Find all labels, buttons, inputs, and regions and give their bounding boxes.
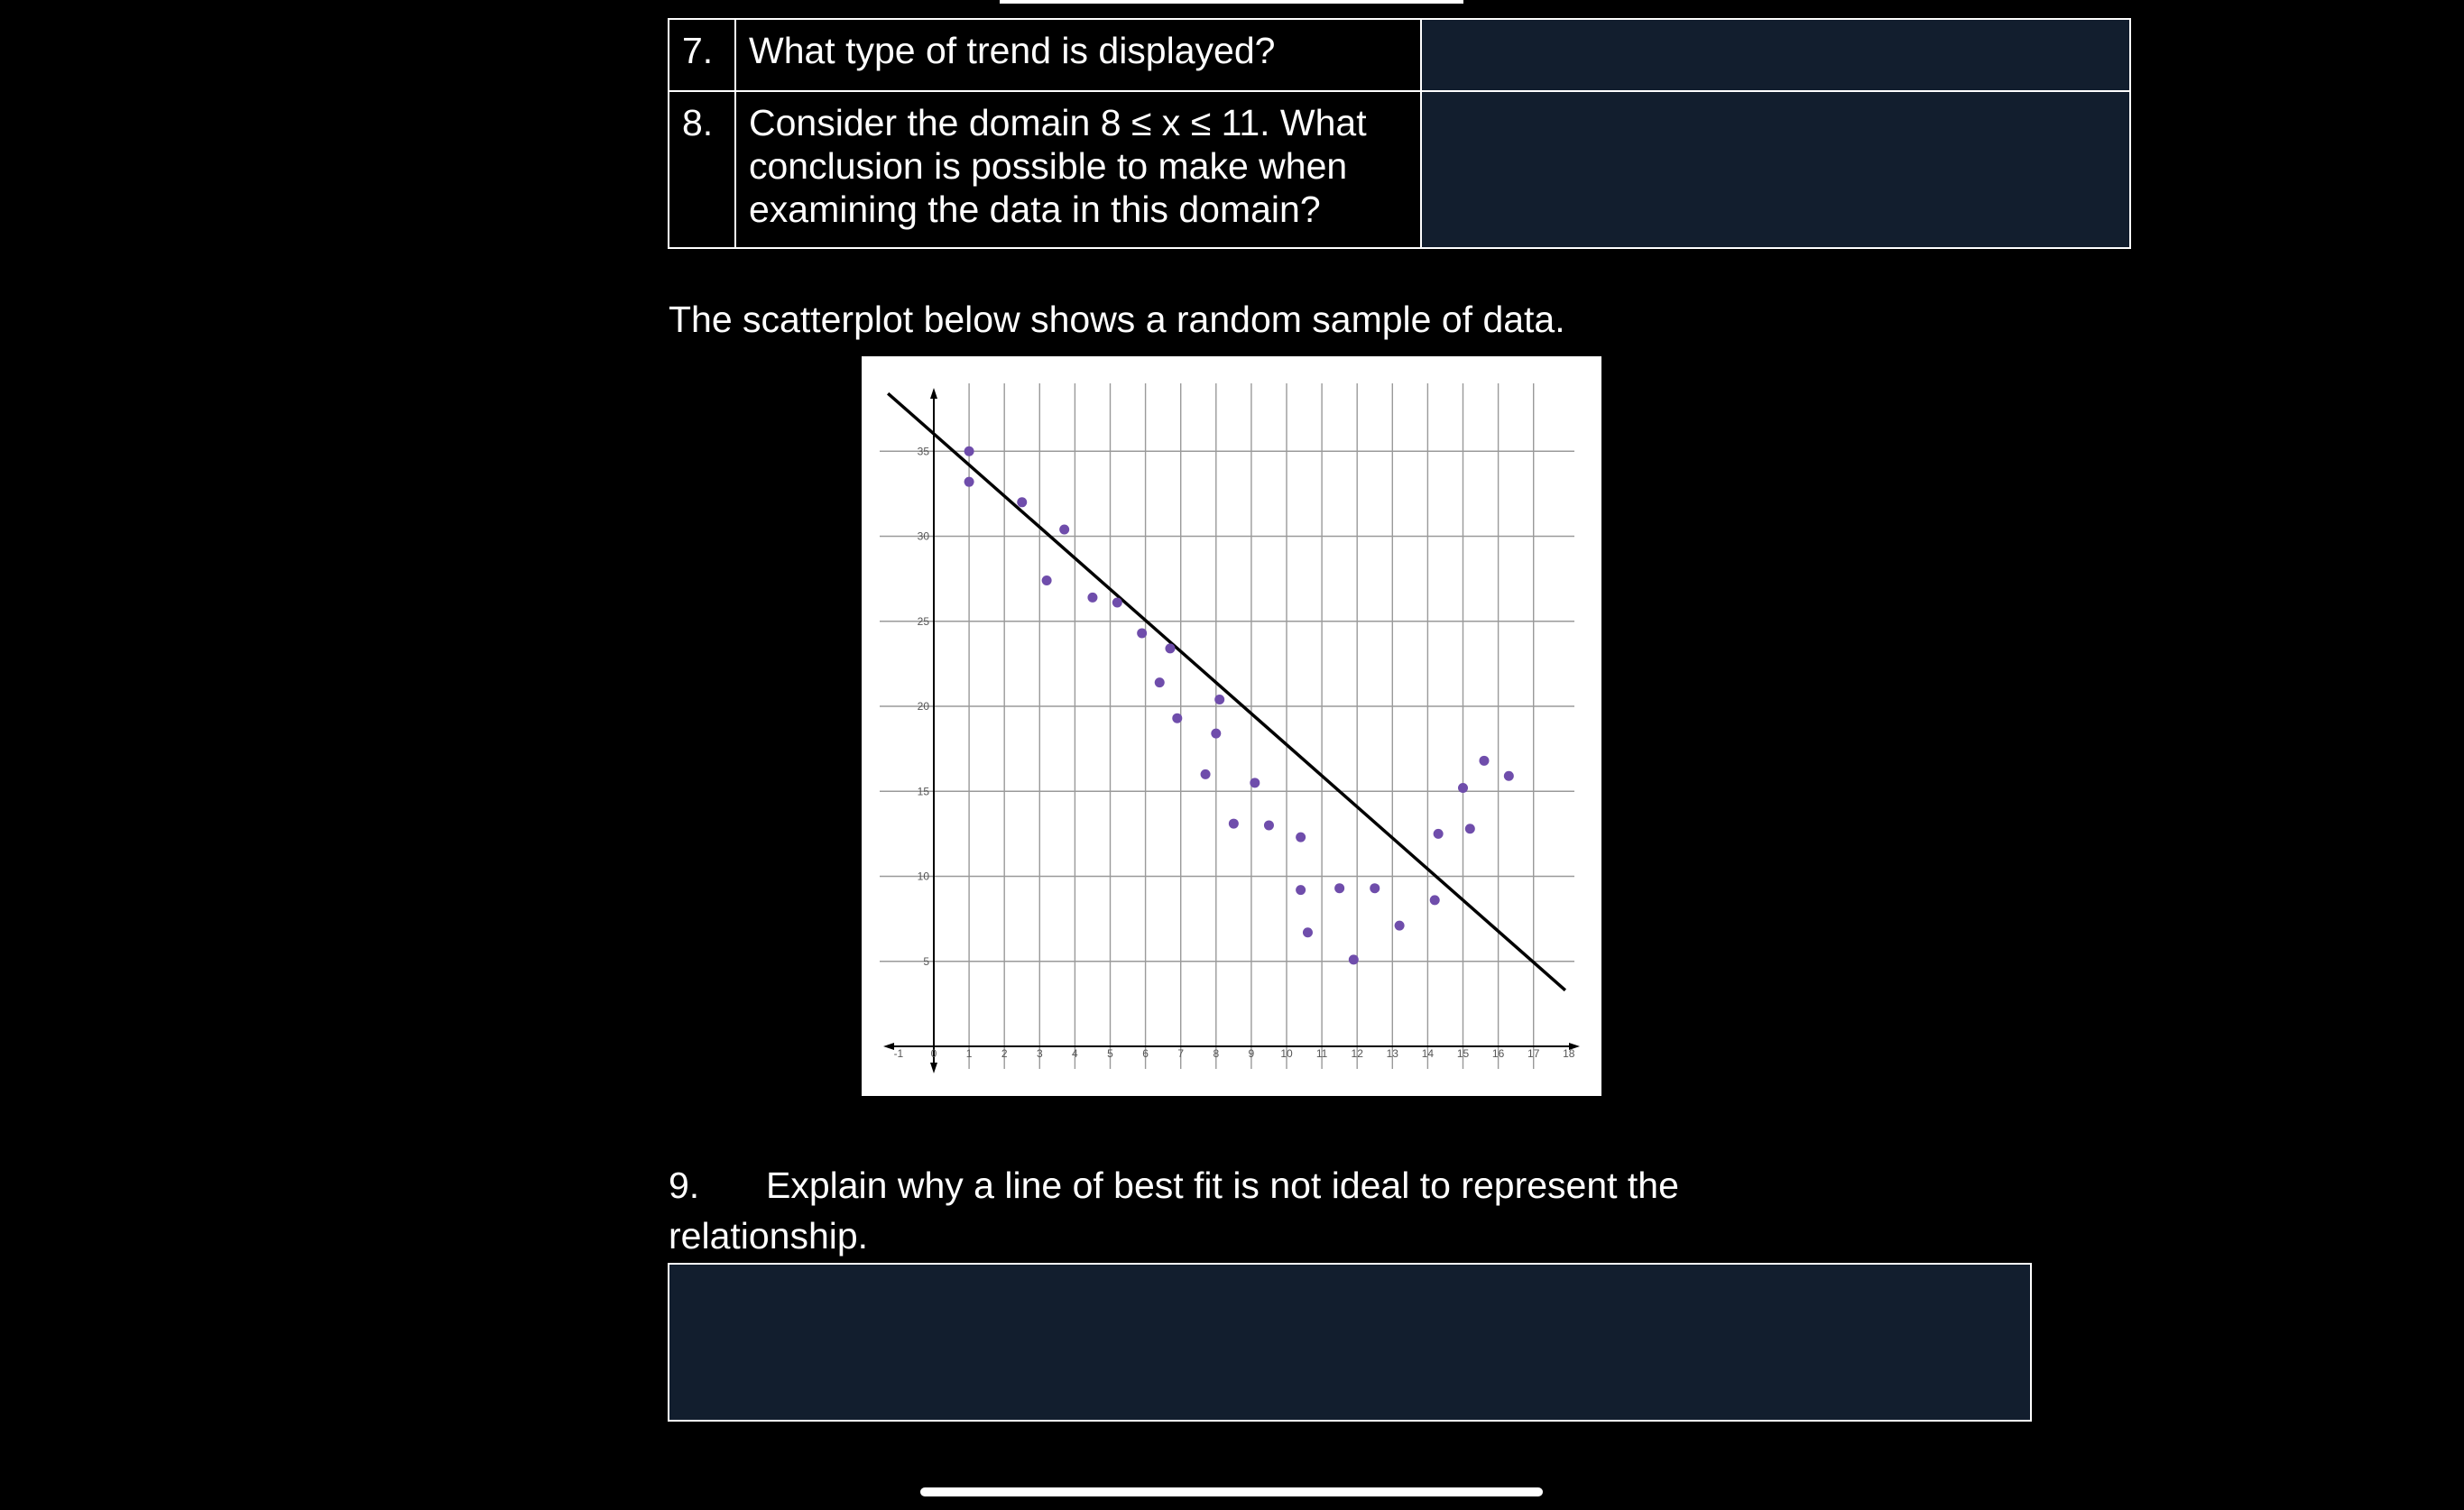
y-tick-label: 15	[917, 785, 929, 798]
x-tick-label: 14	[1421, 1047, 1435, 1060]
data-point	[1042, 575, 1052, 585]
x-tick-label: 15	[1456, 1047, 1470, 1060]
data-point	[1296, 885, 1306, 895]
y-tick-label: 25	[917, 614, 929, 628]
question-9	[669, 1160, 1841, 1261]
data-point	[1479, 756, 1489, 766]
question-9-number: 9.	[669, 1165, 700, 1206]
data-point	[1112, 598, 1122, 608]
data-point	[1172, 714, 1182, 723]
y-axis-arrow-down	[930, 1063, 937, 1073]
data-point	[1059, 524, 1069, 534]
x-tick-label: 0	[930, 1047, 937, 1060]
x-tick-label: 10	[1280, 1047, 1293, 1060]
y-axis-arrow-up	[930, 388, 937, 399]
x-tick-label: 5	[1107, 1047, 1113, 1060]
question-text: Consider the domain 8 ≤ x ≤ 11. What conclusion is possible to make when examining the data in this domain?	[735, 91, 1421, 248]
data-point	[1087, 593, 1097, 603]
data-point	[1250, 778, 1260, 787]
answer-field-7[interactable]	[1421, 19, 2130, 91]
data-point	[1349, 954, 1359, 964]
data-point	[1370, 883, 1380, 893]
data-point	[1465, 824, 1475, 833]
x-tick-label: 2	[1001, 1047, 1008, 1060]
x-tick-label: 18	[1563, 1047, 1575, 1060]
best-fit-line	[888, 393, 1565, 990]
question-number: 8.	[669, 91, 735, 248]
x-tick-label: -1	[893, 1047, 904, 1060]
y-tick-label: 5	[923, 954, 929, 968]
x-tick-label: 1	[965, 1047, 973, 1060]
scatterplot-chart	[862, 356, 1601, 1096]
x-tick-label: 16	[1491, 1047, 1505, 1060]
question-9-text: Explain why a line of best fit is not ideal to represent the relationship.	[669, 1165, 1679, 1257]
data-point	[1334, 883, 1344, 893]
data-point	[1296, 833, 1306, 842]
data-point	[1303, 927, 1313, 937]
data-point	[1395, 921, 1405, 931]
data-point	[964, 477, 974, 487]
data-point	[1458, 783, 1468, 793]
x-tick-label: 4	[1072, 1047, 1078, 1060]
x-tick-label: 11	[1315, 1047, 1328, 1060]
question-row-7	[669, 19, 2130, 91]
y-tick-label: 20	[917, 700, 929, 713]
home-indicator[interactable]	[920, 1487, 1543, 1496]
data-point	[1165, 643, 1175, 653]
question-number: 7.	[669, 19, 735, 91]
data-point	[964, 447, 974, 456]
y-tick-label: 35	[917, 445, 929, 458]
data-point	[1504, 771, 1514, 781]
question-text: What type of trend is displayed?	[735, 19, 1421, 91]
scatterplot-image	[862, 356, 1601, 1096]
y-tick-label: 10	[917, 870, 929, 883]
x-tick-label: 7	[1177, 1047, 1185, 1060]
x-tick-label: 8	[1213, 1047, 1220, 1060]
data-point	[1211, 729, 1221, 739]
y-tick-label: 30	[917, 529, 929, 543]
top-edge-bar	[1000, 0, 1463, 4]
data-point	[1264, 820, 1274, 830]
x-tick-label: 9	[1248, 1047, 1255, 1060]
data-point	[1017, 497, 1027, 507]
x-tick-label: 13	[1386, 1047, 1398, 1060]
data-point	[1430, 895, 1440, 905]
x-tick-label: 12	[1351, 1047, 1363, 1060]
questions-table	[668, 18, 2131, 249]
x-tick-label: 17	[1527, 1047, 1540, 1060]
data-point	[1201, 769, 1211, 779]
data-point	[1434, 829, 1444, 839]
x-tick-label: 6	[1142, 1047, 1149, 1060]
x-tick-label: 3	[1036, 1047, 1043, 1060]
data-point	[1137, 628, 1147, 638]
data-point	[1229, 819, 1239, 829]
scatterplot-caption: The scatterplot below shows a random sample of data.	[669, 299, 1565, 340]
data-point	[1214, 695, 1224, 704]
x-axis-arrow-left	[883, 1043, 894, 1050]
answer-field-9[interactable]	[668, 1263, 2032, 1422]
answer-field-8[interactable]	[1421, 91, 2130, 248]
question-row-8	[669, 91, 2130, 248]
data-point	[1155, 677, 1165, 687]
